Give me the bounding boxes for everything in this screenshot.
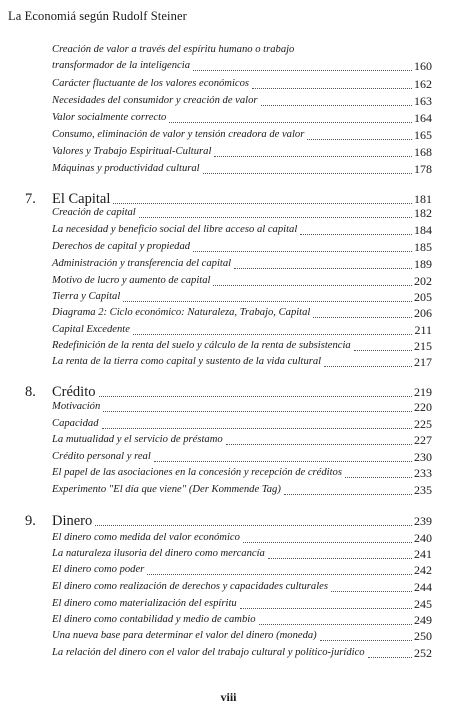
toc-entry-text: Carácter fluctuante de los valores económicos xyxy=(52,78,250,89)
toc-entry-text: Tierra y Capital xyxy=(52,291,121,302)
toc-entry-page: 215 xyxy=(414,339,432,353)
toc-entry-page: 189 xyxy=(414,257,432,271)
toc-entry-text: Creación de valor a través del espíritu humano o trabajo xyxy=(52,44,295,55)
toc-entry-page: 202 xyxy=(414,274,432,288)
toc-entry xyxy=(52,322,432,338)
toc-entry-text: La renta de la tierra como capital y sustento de la vida cultural xyxy=(52,356,322,367)
toc-entry-page: 165 xyxy=(414,128,432,142)
toc-entry-text: El dinero como materialización del espíritu xyxy=(52,598,237,609)
dot-leader xyxy=(139,217,412,218)
toc-entry-page: 220 xyxy=(414,400,432,414)
dot-leader xyxy=(354,350,412,351)
dot-leader xyxy=(95,525,412,526)
dot-leader xyxy=(123,301,412,302)
toc-entry-page: 244 xyxy=(414,580,432,594)
toc-entry-page: 164 xyxy=(414,111,432,125)
dot-leader xyxy=(102,428,413,429)
chapter-page: 239 xyxy=(414,514,432,528)
toc-entry xyxy=(52,482,432,498)
page-number: viii xyxy=(220,690,237,704)
dot-leader xyxy=(261,105,412,106)
chapter-title: Crédito xyxy=(52,384,96,400)
dot-leader xyxy=(99,396,413,397)
toc-entry xyxy=(52,144,432,160)
dot-leader xyxy=(320,640,412,641)
toc-entry-text: Valor socialmente correcto xyxy=(52,112,167,123)
dot-leader xyxy=(324,366,412,367)
toc-entry xyxy=(52,546,432,562)
dot-leader xyxy=(259,624,413,625)
toc-entry-page: 182 xyxy=(414,206,432,220)
toc-entry-text: Motivo de lucro y aumento de capital xyxy=(52,275,211,286)
dot-leader xyxy=(284,494,412,495)
toc-entry xyxy=(52,628,432,644)
dot-leader xyxy=(240,608,412,609)
toc-entry xyxy=(52,449,432,465)
toc-entry-page: 163 xyxy=(414,94,432,108)
toc-entry-page: 184 xyxy=(414,223,432,237)
toc-entry xyxy=(52,110,432,126)
toc-entry-page: 240 xyxy=(414,531,432,545)
toc-entry-text: Derechos de capital y propiedad xyxy=(52,241,191,252)
toc-entry-text: La necesidad y beneficio social del libre acceso al capital xyxy=(52,224,298,235)
toc-entry-page: 235 xyxy=(414,483,432,497)
toc-entry-text: Creación de capital xyxy=(52,207,136,218)
dot-leader xyxy=(368,657,412,658)
dot-leader xyxy=(213,285,412,286)
dot-leader xyxy=(103,411,412,412)
toc-entry-text: transformador de la inteligencia xyxy=(52,60,191,71)
toc-entry xyxy=(52,273,432,289)
toc-entry-text: Necesidades del consumidor y creación de valor xyxy=(52,95,258,106)
chapter-number: 7. xyxy=(25,191,36,207)
toc-entry-text: Valores y Trabajo Espiritual-Cultural xyxy=(52,146,212,157)
chapter-number: 9. xyxy=(25,513,36,529)
toc-entry xyxy=(52,239,432,255)
toc-entry-page: 252 xyxy=(414,646,432,660)
toc-entry-text: Una nueva base para determinar el valor del dinero (moneda) xyxy=(52,630,317,641)
toc-entry xyxy=(52,305,432,321)
toc-entry-text: La relación del dinero con el valor del trabajo cultural y político-jurídico xyxy=(52,647,365,658)
toc-entry xyxy=(52,76,432,92)
toc-entry-page: 242 xyxy=(414,563,432,577)
toc-entry-page: 250 xyxy=(414,629,432,643)
chapter-page: 181 xyxy=(414,192,432,206)
toc-entry-text: Capacidad xyxy=(52,418,99,429)
toc-entry-text: El dinero como poder xyxy=(52,564,145,575)
toc-entry-text: El dinero como contabilidad y medio de cambio xyxy=(52,614,256,625)
toc-entry-text: Máquinas y productividad cultural xyxy=(52,163,200,174)
toc-entry-page: 225 xyxy=(414,417,432,431)
toc-entry xyxy=(52,465,432,481)
toc-entry-page: 168 xyxy=(414,145,432,159)
toc-entry-page: 217 xyxy=(414,355,432,369)
toc-entry xyxy=(52,256,432,272)
dot-leader xyxy=(243,542,412,543)
chapter-heading xyxy=(25,512,432,530)
toc-entry-text: La naturaleza ilusoria del dinero como mercancía xyxy=(52,548,265,559)
toc-entry xyxy=(52,58,432,74)
dot-leader xyxy=(268,558,412,559)
toc-entry xyxy=(52,161,432,177)
toc-entry xyxy=(52,579,432,595)
toc-entry-page: 230 xyxy=(414,450,432,464)
dot-leader xyxy=(226,444,412,445)
dot-leader xyxy=(252,88,412,89)
toc-entry xyxy=(52,530,432,546)
toc-entry-page: 206 xyxy=(414,306,432,320)
dot-leader xyxy=(203,173,412,174)
dot-leader xyxy=(169,122,412,123)
toc-entry-page: 162 xyxy=(414,77,432,91)
toc-entry-text: Administración y transferencia del capital xyxy=(52,258,232,269)
toc-entry xyxy=(52,338,432,354)
toc-entry xyxy=(52,432,432,448)
dot-leader xyxy=(193,70,412,71)
toc-entry xyxy=(52,416,432,432)
chapter-number: 8. xyxy=(25,384,36,400)
toc-entry-text: Crédito personal y real xyxy=(52,451,151,462)
toc-entry-page: 211 xyxy=(414,323,432,337)
toc-entry-text: El dinero como medida del valor económico xyxy=(52,532,240,543)
dot-leader xyxy=(113,203,412,204)
toc-entry xyxy=(52,596,432,612)
dot-leader xyxy=(300,234,412,235)
toc-entry xyxy=(52,93,432,109)
toc-entry xyxy=(52,289,432,305)
chapter-title: El Capital xyxy=(52,191,111,207)
toc-entry-page: 233 xyxy=(414,466,432,480)
running-header: La Economiá según Rudolf Steiner xyxy=(8,9,187,23)
toc-entry xyxy=(52,127,432,143)
toc-entry-page: 241 xyxy=(414,547,432,561)
toc-entry xyxy=(52,612,432,628)
toc-entry xyxy=(52,645,432,661)
dot-leader xyxy=(307,139,412,140)
dot-leader xyxy=(133,334,412,335)
toc-entry-text: Diagrama 2: Ciclo económico: Naturaleza, Trabajo, Capital xyxy=(52,307,311,318)
toc-entry-text: Experimento "El día que viene" (Der Kommende Tag) xyxy=(52,484,281,495)
toc-entry-text: El papel de las asociaciones en la concesión y recepción de créditos xyxy=(52,467,342,478)
toc-entry xyxy=(52,354,432,370)
chapter-title: Dinero xyxy=(52,513,93,529)
dot-leader xyxy=(345,477,412,478)
chapter-page: 219 xyxy=(414,385,432,399)
toc-entry-page: 227 xyxy=(414,433,432,447)
toc-entry-text: Redefinición de la renta del suelo y cálculo de la renta de subsistencia xyxy=(52,340,351,351)
dot-leader xyxy=(193,251,412,252)
toc-entry xyxy=(52,42,432,58)
toc-entry-text: La mutualidad y el servicio de préstamo xyxy=(52,434,223,445)
toc-entry-text: Consumo, eliminación de valor y tensión creadora de valor xyxy=(52,129,305,140)
toc-entry-text: Capital Excedente xyxy=(52,324,130,335)
toc-entry xyxy=(52,222,432,238)
toc-entry-page: 245 xyxy=(414,597,432,611)
dot-leader xyxy=(214,156,412,157)
toc-entry-page: 185 xyxy=(414,240,432,254)
toc-entry xyxy=(52,205,432,221)
toc-entry-page: 160 xyxy=(414,59,432,73)
dot-leader xyxy=(313,317,412,318)
toc-entry-text: El dinero como realización de derechos y capacidades culturales xyxy=(52,581,328,592)
toc-entry-page: 249 xyxy=(414,613,432,627)
toc-entry-text: Motivación xyxy=(52,401,101,412)
dot-leader xyxy=(147,574,412,575)
dot-leader xyxy=(154,461,412,462)
toc-entry-page: 205 xyxy=(414,290,432,304)
toc-entry-page: 178 xyxy=(414,162,432,176)
toc-entry xyxy=(52,399,432,415)
toc-entry xyxy=(52,562,432,578)
dot-leader xyxy=(234,268,412,269)
dot-leader xyxy=(331,591,412,592)
